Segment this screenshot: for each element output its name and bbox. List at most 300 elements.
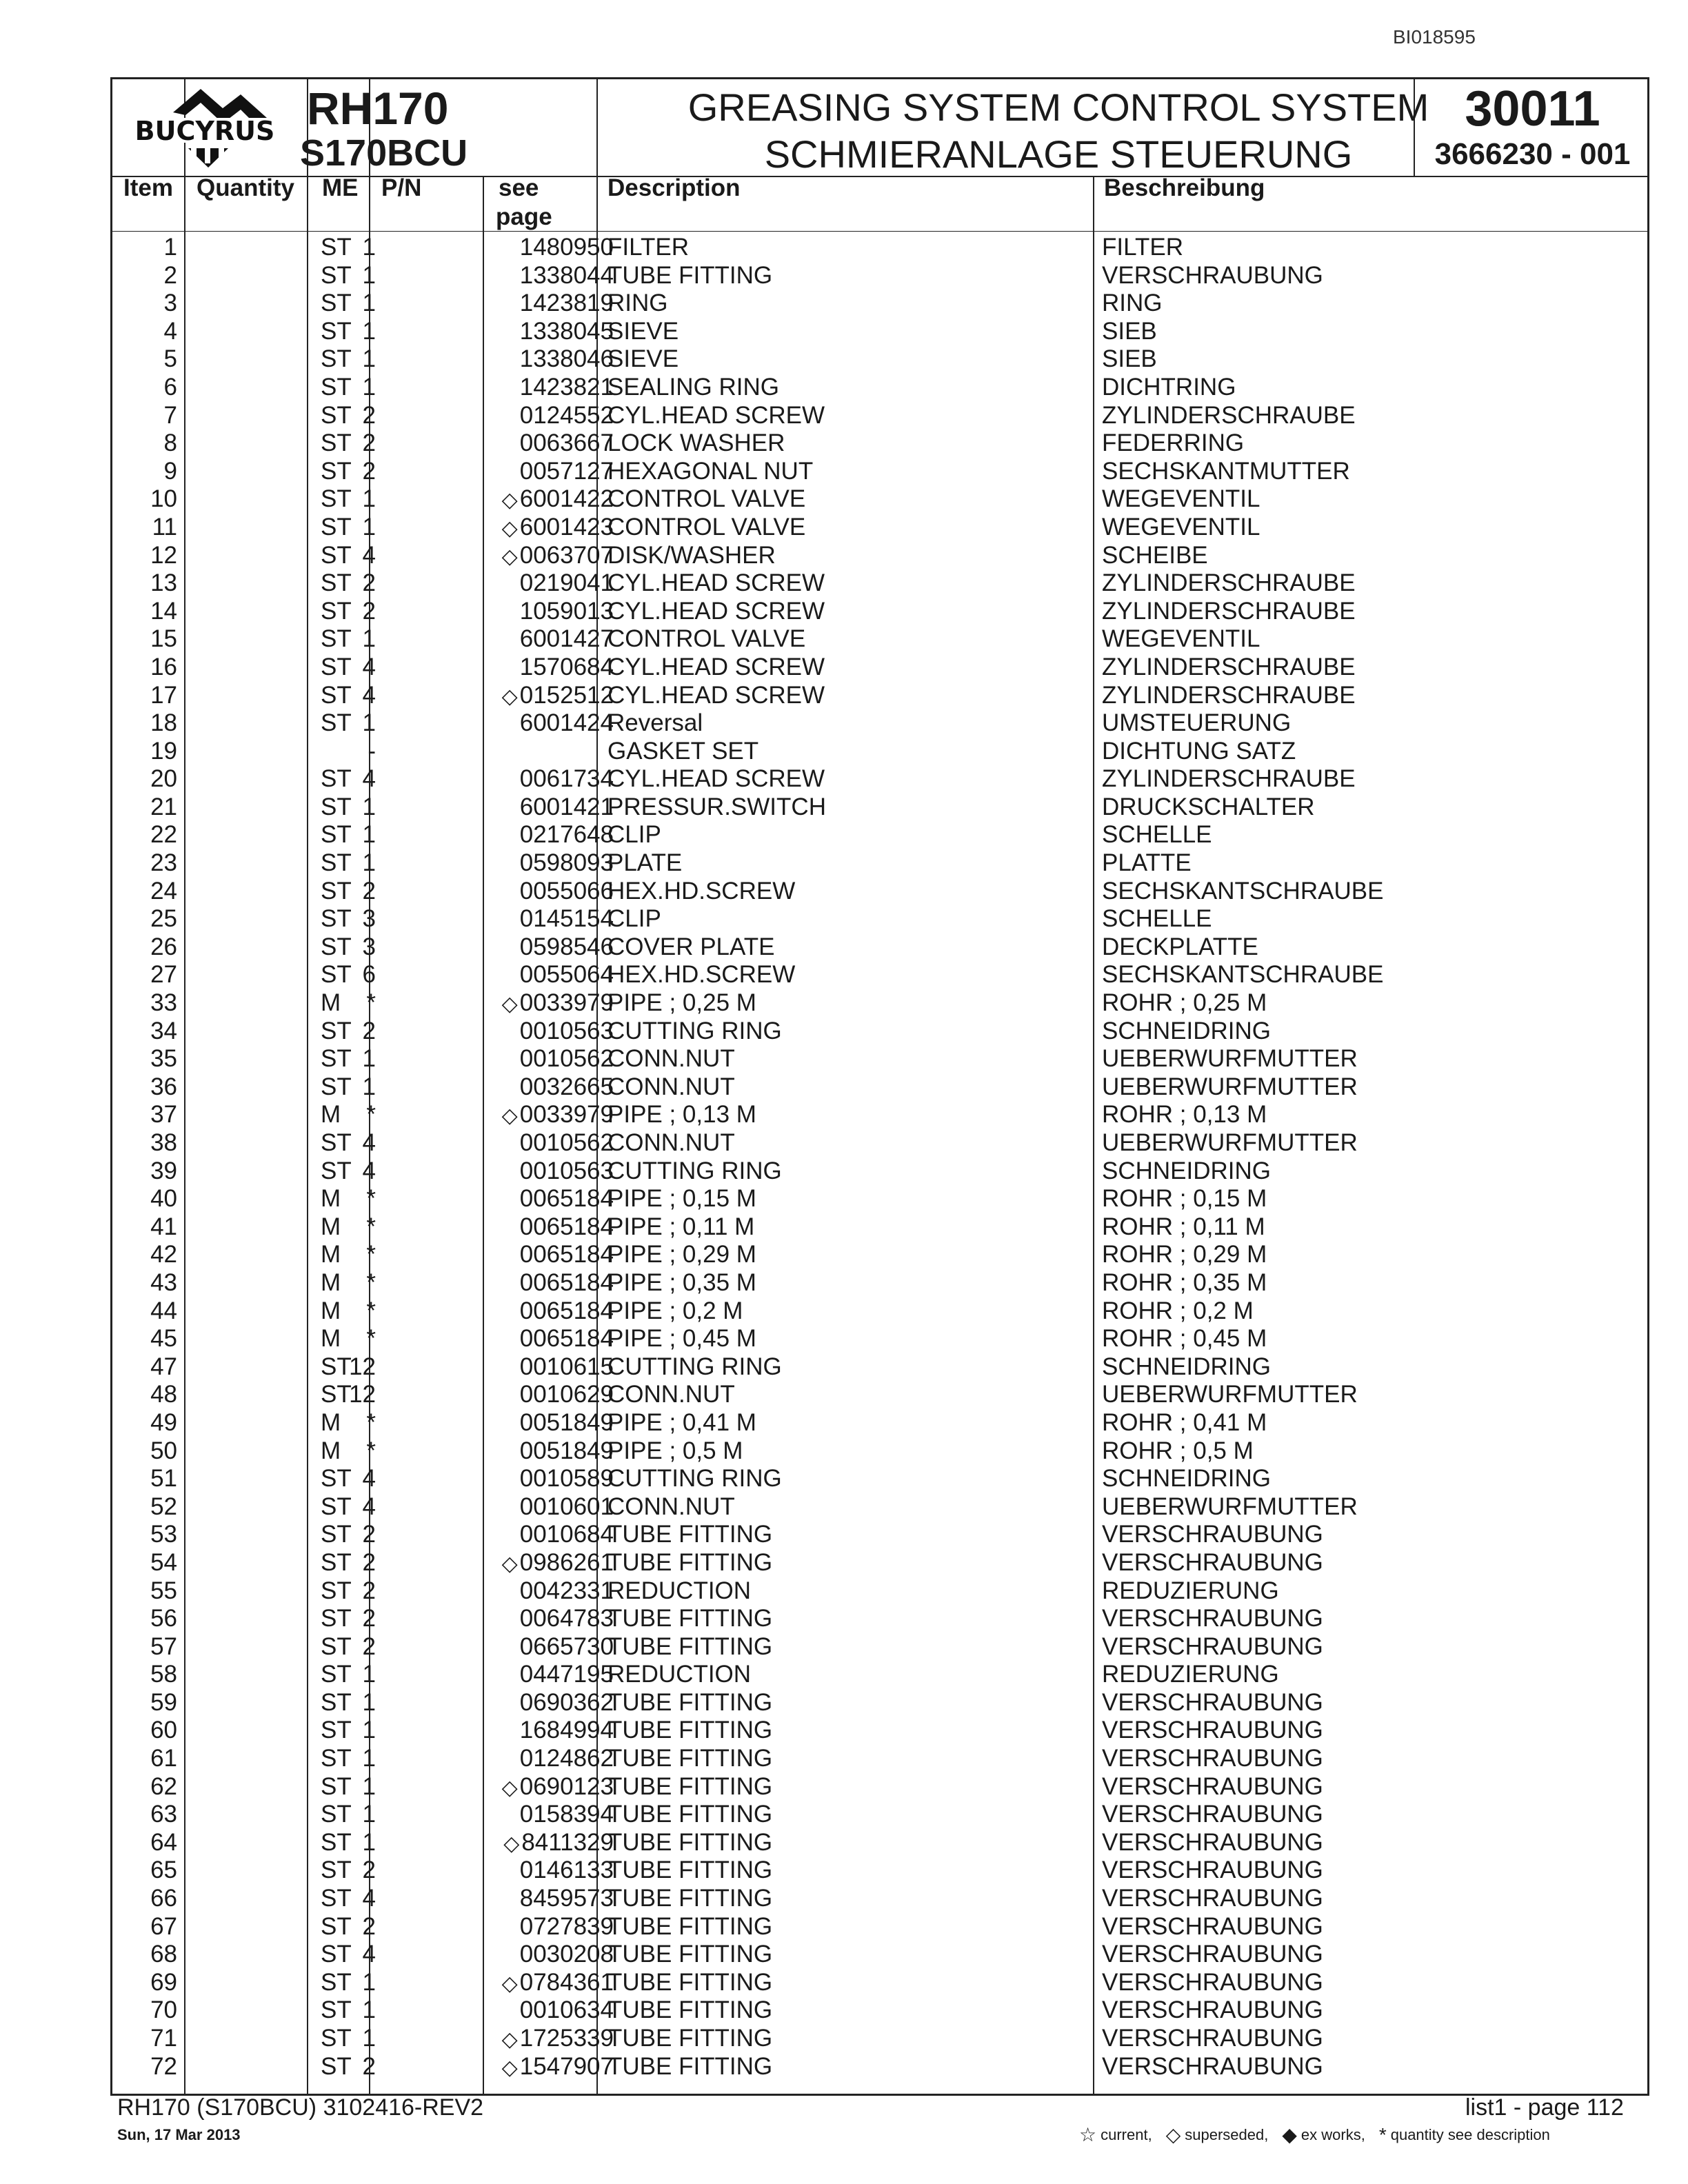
row-unit: ST [321,1605,352,1632]
row-unit: ST [321,1941,352,1968]
row-item-number: 33 [150,989,177,1017]
row-unit: ST [321,1381,352,1408]
row-item-number: 39 [150,1157,177,1184]
superseded-icon: ◇ [501,516,518,540]
row-description: CONN.NUT [607,1129,735,1156]
row-unit: ST [321,290,352,317]
row-part-number: 1725339 [519,2025,614,2052]
row-beschreibung: ZYLINDERSCHRAUBE [1102,597,1356,625]
row-beschreibung: VERSCHRAUBUNG [1102,261,1323,289]
row-quantity: * [366,1241,376,1268]
row-part-number: 0033979 [519,989,614,1017]
row-part-number: 0010563 [519,1157,614,1184]
table-row [112,764,1647,792]
superseded-icon: ◇ [503,1832,520,1855]
row-quantity: 2 [362,1521,376,1548]
row-beschreibung: SIEB [1102,317,1157,345]
row-beschreibung: ROHR ; 0,2 M [1102,1297,1254,1324]
row-beschreibung: VERSCHRAUBUNG [1102,1912,1323,1940]
table-row [112,596,1647,625]
row-item-number: 41 [150,1213,177,1240]
row-unit: ST [321,681,352,709]
legend-label: ex works, [1300,2125,1365,2143]
row-item-number: 5 [163,345,177,373]
row-beschreibung: UEBERWURFMUTTER [1102,1045,1358,1073]
row-item-number: 49 [150,1408,177,1436]
row-beschreibung: UEBERWURFMUTTER [1102,1381,1358,1408]
table-row [112,792,1647,820]
table-row [112,1324,1647,1352]
row-part-number: 0065184 [519,1213,614,1240]
row-beschreibung: DECKPLATTE [1102,933,1258,960]
row-beschreibung: VERSCHRAUBUNG [1102,2052,1323,2080]
row-description: PIPE ; 0,29 M [607,1241,756,1268]
table-row [112,1156,1647,1184]
row-beschreibung: ZYLINDERSCHRAUBE [1102,569,1356,597]
row-unit: ST [321,1577,352,1604]
table-row [112,1268,1647,1296]
row-beschreibung: PLATTE [1102,849,1192,877]
row-unit: ST [321,1632,352,1660]
row-part-number-cell [386,1241,614,1268]
row-unit: ST [321,597,352,625]
row-part-number-cell [386,1381,614,1408]
row-item-number: 16 [150,653,177,680]
row-item-number: 21 [150,793,177,820]
row-item-number: 1 [163,234,177,261]
row-unit: ST [321,1912,352,1940]
row-beschreibung: ROHR ; 0,5 M [1102,1437,1254,1464]
row-unit: M [321,1101,341,1129]
row-part-number: 1423821 [519,373,614,401]
group-number: 30011 [1465,81,1600,136]
row-beschreibung: REDUZIERUNG [1102,1661,1279,1688]
table-row [112,1995,1647,2023]
row-part-number-cell [386,1353,614,1381]
row-quantity: - [368,737,376,765]
row-item-number: 62 [150,1772,177,1800]
table-row [112,2052,1647,2080]
superseded-icon: ◇ [501,545,518,568]
row-item-number: 26 [150,933,177,960]
row-unit: ST [321,345,352,373]
row-unit: M [321,989,341,1017]
row-unit: ST [321,849,352,877]
row-description: COVER PLATE [607,933,775,960]
diamond-filled-icon: ◆ [1282,2124,1297,2145]
row-part-number-cell [386,1409,614,1437]
row-beschreibung: ROHR ; 0,11 M [1102,1213,1265,1240]
row-description: TUBE FITTING [607,1632,773,1660]
row-part-number-cell [386,1885,614,1912]
table-row [112,1296,1647,1324]
row-item-number: 42 [150,1241,177,1268]
row-part-number: 0010615 [519,1353,614,1380]
row-part-number: 0065184 [519,1297,614,1324]
row-description: CLIP [607,821,661,849]
table-row [112,988,1647,1016]
row-part-number: 1338044 [519,261,614,289]
row-item-number: 68 [150,1941,177,1968]
table-row [112,401,1647,429]
row-description: CONTROL VALVE [607,513,806,540]
table-row [112,344,1647,372]
row-description: TUBE FITTING [607,1605,773,1632]
row-part-number-cell [386,1521,614,1548]
row-quantity: 2 [362,1632,376,1660]
row-unit: ST [321,1661,352,1688]
row-description: CONTROL VALVE [607,485,806,513]
row-part-number: 0010634 [519,1996,614,2024]
title-german: SCHMIERANLAGE STEUERUNG [764,132,1353,176]
row-beschreibung: SCHNEIDRING [1102,1353,1272,1380]
row-beschreibung: DICHTUNG SATZ [1102,737,1296,765]
row-part-number: 0065184 [519,1268,614,1296]
legend-item-superseded [1166,2123,1269,2146]
row-part-number: 0690362 [519,1688,614,1716]
reference-number: 3666230 - 001 [1434,137,1631,171]
row-quantity: 4 [362,1157,376,1184]
row-part-number-cell [386,1773,614,1801]
row-description: PIPE ; 0,15 M [607,1185,756,1213]
row-part-number-cell [386,1829,614,1857]
table-row [112,1912,1647,1940]
row-quantity: 2 [362,597,376,625]
row-description: PIPE ; 0,11 M [607,1213,755,1240]
row-part-number: 0065184 [519,1241,614,1268]
row-item-number: 64 [150,1828,177,1856]
legend-item-current [1079,2123,1152,2146]
row-unit: ST [321,793,352,820]
row-beschreibung: WEGEVENTIL [1102,625,1260,653]
parts-table-body [112,232,1647,2079]
bucyrus-logo [119,85,292,170]
row-beschreibung: FEDERRING [1102,429,1245,457]
row-part-number: 0065184 [519,1185,614,1213]
row-part-number: 0727839 [519,1912,614,1940]
row-part-number: 0010562 [519,1129,614,1156]
row-description: PRESSUR.SWITCH [607,793,826,820]
table-row [112,232,1647,261]
row-description: SEALING RING [607,373,779,401]
row-item-number: 13 [150,569,177,597]
row-item-number: 71 [150,2025,177,2052]
row-part-number-cell [386,878,614,905]
row-part-number-cell [386,905,614,933]
row-part-number: 8459573 [519,1885,614,1912]
asterisk-icon: * [1378,2123,1387,2145]
row-part-number: 6001422 [519,485,614,513]
row-quantity: 3 [362,933,376,960]
row-quantity: 1 [362,513,376,540]
row-part-number-cell [386,1073,614,1101]
row-description: GASKET SET [607,737,759,765]
row-description: SIEVE [607,345,679,373]
row-description: CUTTING RING [607,1465,782,1493]
row-unit: ST [321,625,352,653]
row-beschreibung: ROHR ; 0,29 M [1102,1241,1267,1268]
row-description: CYL.HEAD SCREW [607,681,825,709]
row-item-number: 25 [150,905,177,933]
table-row [112,316,1647,345]
row-part-number: 0598093 [519,849,614,877]
row-quantity: 2 [362,1548,376,1576]
table-row [112,1883,1647,1912]
row-quantity: 2 [362,429,376,457]
row-part-number: 1684994 [519,1717,614,1744]
row-item-number: 10 [150,485,177,513]
row-beschreibung: SCHELLE [1102,905,1212,933]
row-description: PIPE ; 0,41 M [607,1408,756,1436]
row-description: TUBE FITTING [607,1688,773,1716]
row-quantity: 2 [362,1912,376,1940]
row-description: RING [607,290,668,317]
row-item-number: 2 [163,261,177,289]
row-part-number-cell [386,625,614,653]
table-row [112,624,1647,652]
row-part-number: 0598546 [519,933,614,960]
row-unit: ST [321,1353,352,1380]
row-item-number: 59 [150,1688,177,1716]
table-row [112,1576,1647,1604]
table-row [112,512,1647,540]
row-quantity: * [366,1437,376,1464]
superseded-icon: ◇ [501,993,518,1016]
row-description: CYL.HEAD SCREW [607,401,825,429]
row-unit: ST [321,1801,352,1828]
row-part-number-cell [386,1213,614,1241]
row-part-number-cell [386,1661,614,1688]
row-beschreibung: VERSCHRAUBUNG [1102,1941,1323,1968]
row-beschreibung: ROHR ; 0,45 M [1102,1325,1267,1353]
footer-page-number: list1 - page 112 [1465,2094,1624,2121]
row-quantity: 1 [362,1772,376,1800]
table-row [112,1659,1647,1688]
row-beschreibung: UMSTEUERUNG [1102,709,1292,737]
row-quantity: 1 [362,1745,376,1772]
table-row [112,848,1647,876]
row-part-number: 0032665 [519,1073,614,1100]
row-quantity: * [366,989,376,1017]
row-quantity: * [366,1297,376,1324]
row-quantity: 4 [362,681,376,709]
row-quantity: 4 [362,653,376,680]
table-row [112,428,1647,456]
row-part-number: 1059013 [519,597,614,625]
row-part-number: 0010563 [519,1017,614,1044]
row-unit: ST [321,1465,352,1493]
row-part-number: 0055066 [519,877,614,904]
table-row [112,540,1647,569]
row-part-number: 0063667 [519,429,614,457]
row-description: TUBE FITTING [607,1521,773,1548]
row-quantity: 1 [362,1968,376,1996]
row-beschreibung: VERSCHRAUBUNG [1102,1996,1323,2024]
row-unit: ST [321,1045,352,1073]
row-quantity: 2 [362,1577,376,1604]
row-description: CYL.HEAD SCREW [607,569,825,597]
row-unit: M [321,1325,341,1353]
row-quantity: 2 [362,2052,376,2080]
row-part-number-cell [386,1493,614,1521]
row-description: CONN.NUT [607,1381,735,1408]
row-item-number: 3 [163,290,177,317]
row-beschreibung: ZYLINDERSCHRAUBE [1102,401,1356,429]
row-item-number: 7 [163,401,177,429]
row-part-number: 0063707 [519,541,614,569]
row-description: TUBE FITTING [607,261,773,289]
superseded-icon: ◇ [501,1776,518,1799]
table-row [112,932,1647,960]
row-description: TUBE FITTING [607,1996,773,2024]
row-unit: ST [321,1996,352,2024]
row-description: CYL.HEAD SCREW [607,597,825,625]
row-part-number-cell [386,682,614,709]
row-quantity: 1 [362,290,376,317]
row-item-number: 61 [150,1745,177,1772]
row-part-number-cell [386,345,614,373]
row-item-number: 24 [150,877,177,904]
legend-item-ex-works [1282,2123,1365,2146]
row-part-number: 1338046 [519,345,614,373]
column-header-description: Description [607,174,741,201]
row-beschreibung: ROHR ; 0,35 M [1102,1268,1267,1296]
row-quantity: 4 [362,1941,376,1968]
row-beschreibung: SCHNEIDRING [1102,1017,1272,1044]
row-quantity: 1 [362,849,376,877]
row-quantity: 2 [362,1605,376,1632]
row-quantity: 2 [362,1857,376,1884]
row-quantity: 1 [362,1801,376,1828]
row-description: PIPE ; 0,35 M [607,1268,756,1296]
table-row [112,1799,1647,1828]
row-part-number-cell [386,1437,614,1465]
row-part-number: 1423819 [519,290,614,317]
row-unit: ST [321,877,352,904]
row-part-number-cell [386,1801,614,1828]
row-description: SIEVE [607,317,679,345]
row-item-number: 40 [150,1185,177,1213]
row-description: CUTTING RING [607,1157,782,1184]
row-item-number: 60 [150,1717,177,1744]
column-header-quantity: Quantity [197,174,294,201]
table-row [112,1492,1647,1520]
row-description: HEX.HD.SCREW [607,877,796,904]
table-row [112,1408,1647,1436]
row-beschreibung: VERSCHRAUBUNG [1102,1632,1323,1660]
row-beschreibung: ZYLINDERSCHRAUBE [1102,765,1356,793]
row-quantity: * [366,1101,376,1129]
row-part-number-cell [386,458,614,485]
row-unit: ST [321,569,352,597]
row-item-number: 45 [150,1325,177,1353]
row-quantity: 12 [349,1381,376,1408]
row-beschreibung: DICHTRING [1102,373,1236,401]
table-row [112,456,1647,485]
row-beschreibung: WEGEVENTIL [1102,485,1260,513]
row-beschreibung: VERSCHRAUBUNG [1102,1857,1323,1884]
row-description: PIPE ; 0,25 M [607,989,756,1017]
table-row [112,1939,1647,1968]
row-beschreibung: UEBERWURFMUTTER [1102,1129,1358,1156]
row-unit: M [321,1408,341,1436]
row-quantity: 1 [362,793,376,820]
row-part-number-cell [386,1996,614,2024]
table-row [112,1772,1647,1800]
row-item-number: 15 [150,625,177,653]
row-item-number: 57 [150,1632,177,1660]
row-part-number-cell [386,402,614,429]
row-part-number: 0057127 [519,457,614,485]
row-part-number-cell [386,1745,614,1772]
row-part-number: 8411329 [521,1828,614,1856]
row-beschreibung: SCHNEIDRING [1102,1157,1272,1184]
row-part-number: 0010562 [519,1045,614,1073]
superseded-icon: ◇ [501,2056,518,2079]
row-unit: M [321,1268,341,1296]
row-part-number: 6001421 [519,793,614,820]
table-row [112,876,1647,904]
row-description: TUBE FITTING [607,1717,773,1744]
row-unit: ST [321,234,352,261]
row-beschreibung: VERSCHRAUBUNG [1102,1548,1323,1576]
row-unit: ST [321,1157,352,1184]
row-item-number: 4 [163,317,177,345]
row-item-number: 70 [150,1996,177,2024]
model-number: RH170 [307,83,449,134]
svg-text:BUCYRUS: BUCYRUS [134,116,275,146]
row-item-number: 63 [150,1801,177,1828]
row-part-number: 0690123 [519,1772,614,1800]
row-beschreibung: REDUZIERUNG [1102,1577,1279,1604]
row-part-number-cell [386,765,614,793]
table-row [112,288,1647,316]
row-item-number: 34 [150,1017,177,1044]
row-description: PIPE ; 0,2 M [607,1297,743,1324]
row-part-number: 0152512 [519,681,614,709]
row-part-number-cell [386,1045,614,1073]
row-part-number: 0051849 [519,1408,614,1436]
row-quantity: 1 [362,1828,376,1856]
row-description: HEXAGONAL NUT [607,457,814,485]
legend-label: superseded, [1185,2125,1269,2143]
row-beschreibung: ROHR ; 0,25 M [1102,989,1267,1017]
row-description: PIPE ; 0,13 M [607,1101,756,1129]
row-part-number-cell [386,1269,614,1297]
table-row [112,1519,1647,1548]
column-header-item: Item [123,174,173,201]
row-beschreibung: SECHSKANTSCHRAUBE [1102,877,1384,904]
table-row [112,484,1647,512]
row-quantity: * [366,1408,376,1436]
row-beschreibung: VERSCHRAUBUNG [1102,2025,1323,2052]
row-part-number-cell [386,1857,614,1884]
row-part-number-cell [386,2053,614,2081]
row-quantity: 1 [362,1688,376,1716]
table-row [112,680,1647,709]
row-quantity: 1 [362,234,376,261]
row-unit: ST [321,905,352,933]
row-description: TUBE FITTING [607,2052,773,2080]
row-part-number: 0158394 [519,1801,614,1828]
row-beschreibung: ZYLINDERSCHRAUBE [1102,681,1356,709]
table-row [112,960,1647,988]
table-row [112,1968,1647,1996]
row-item-number: 14 [150,597,177,625]
row-quantity: 1 [362,485,376,513]
row-description: CONTROL VALVE [607,625,806,653]
row-unit: ST [321,1857,352,1884]
